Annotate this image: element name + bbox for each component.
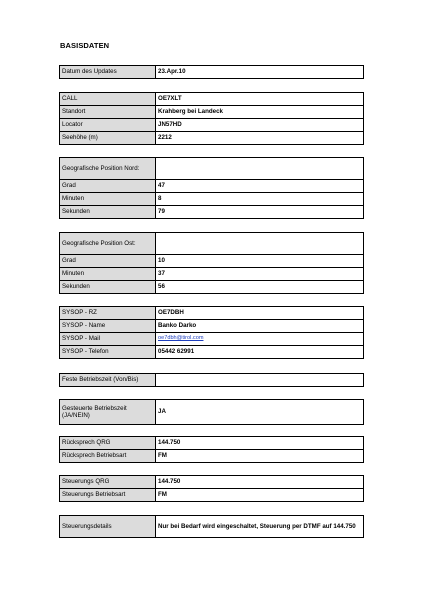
field-value: 05442 62991 [156, 346, 364, 359]
table-row [60, 206, 364, 219]
field-label: Sekunden [60, 281, 156, 294]
field-label: CALL [60, 93, 156, 106]
table-row [60, 255, 364, 268]
field-label: Rücksprech Betriebsart [60, 450, 156, 463]
field-label: SYSOP - Mail [60, 333, 156, 346]
table-row [60, 119, 364, 132]
field-label: SYSOP - Telefon [60, 346, 156, 359]
field-label: Geografische Position Nord: [60, 158, 156, 180]
field-value: JA [156, 400, 364, 425]
field-label: Gesteuerte Betriebszeit (JA/NEIN) [60, 400, 156, 425]
field-value: JN57HD [156, 119, 364, 132]
field-value: 2212 [156, 132, 364, 145]
field-value: OE7XLT [156, 93, 364, 106]
table-row [60, 93, 364, 106]
field-value: Krahberg bei Landeck [156, 106, 364, 119]
field-label: Standort [60, 106, 156, 119]
table-row [60, 233, 364, 255]
field-value [156, 374, 364, 387]
page-title: BASISDATEN [60, 41, 110, 50]
field-label: Grad [60, 180, 156, 193]
station-table [59, 92, 364, 145]
field-value: 8 [156, 193, 364, 206]
table-row [60, 516, 364, 538]
fixed-operating-time-table [59, 373, 364, 387]
field-value: 47 [156, 180, 364, 193]
field-label: Rücksprech QRG [60, 437, 156, 450]
field-label: Steuerungsdetails [60, 516, 156, 538]
table-row [60, 450, 364, 463]
field-label: Grad [60, 255, 156, 268]
table-row [60, 106, 364, 119]
table-row [60, 489, 364, 502]
table-row [60, 346, 364, 359]
position-north-table [59, 157, 364, 219]
table-row [60, 281, 364, 294]
field-label: Datum des Updates [60, 66, 156, 79]
field-value: 10 [156, 255, 364, 268]
field-value: 37 [156, 268, 364, 281]
control-qrg-table [59, 475, 364, 502]
field-value: FM [156, 489, 364, 502]
field-label: Feste Betriebszeit (Von/Bis) [60, 374, 156, 387]
field-value: Nur bei Bedarf wird eingeschaltet, Steuerung per DTMF auf 144.750 [156, 516, 364, 538]
sysop-mail-link[interactable]: oe7dbh@tirol.com [156, 333, 364, 346]
field-value: 144.750 [156, 476, 364, 489]
control-details-table [59, 515, 364, 538]
field-value: 23.Apr.10 [156, 66, 364, 79]
field-label: Minuten [60, 193, 156, 206]
field-label: Geografische Position Ost: [60, 233, 156, 255]
field-value: 144.750 [156, 437, 364, 450]
field-value: FM [156, 450, 364, 463]
field-label: Steuerungs QRG [60, 476, 156, 489]
table-row [60, 180, 364, 193]
sysop-table [59, 306, 364, 359]
table-row [60, 476, 364, 489]
table-row [60, 132, 364, 145]
update-date-table [59, 65, 364, 79]
field-label: SYSOP - RZ [60, 307, 156, 320]
position-east-table [59, 232, 364, 294]
field-value: 79 [156, 206, 364, 219]
field-value [156, 233, 364, 255]
table-row [60, 374, 364, 387]
table-row [60, 437, 364, 450]
table-row [60, 268, 364, 281]
table-row [60, 158, 364, 180]
table-row [60, 400, 364, 425]
field-label: SYSOP - Name [60, 320, 156, 333]
field-label: Seehöhe (m) [60, 132, 156, 145]
table-row [60, 307, 364, 320]
table-row [60, 333, 364, 346]
field-value [156, 158, 364, 180]
table-row [60, 320, 364, 333]
field-label: Sekunden [60, 206, 156, 219]
field-label: Locator [60, 119, 156, 132]
reply-qrg-table [59, 436, 364, 463]
table-row [60, 193, 364, 206]
controlled-operating-time-table [59, 399, 364, 425]
table-row [60, 66, 364, 79]
field-value: Banko Darko [156, 320, 364, 333]
field-value: 56 [156, 281, 364, 294]
field-label: Minuten [60, 268, 156, 281]
field-label: Steuerungs Betriebsart [60, 489, 156, 502]
field-value: OE7DBH [156, 307, 364, 320]
